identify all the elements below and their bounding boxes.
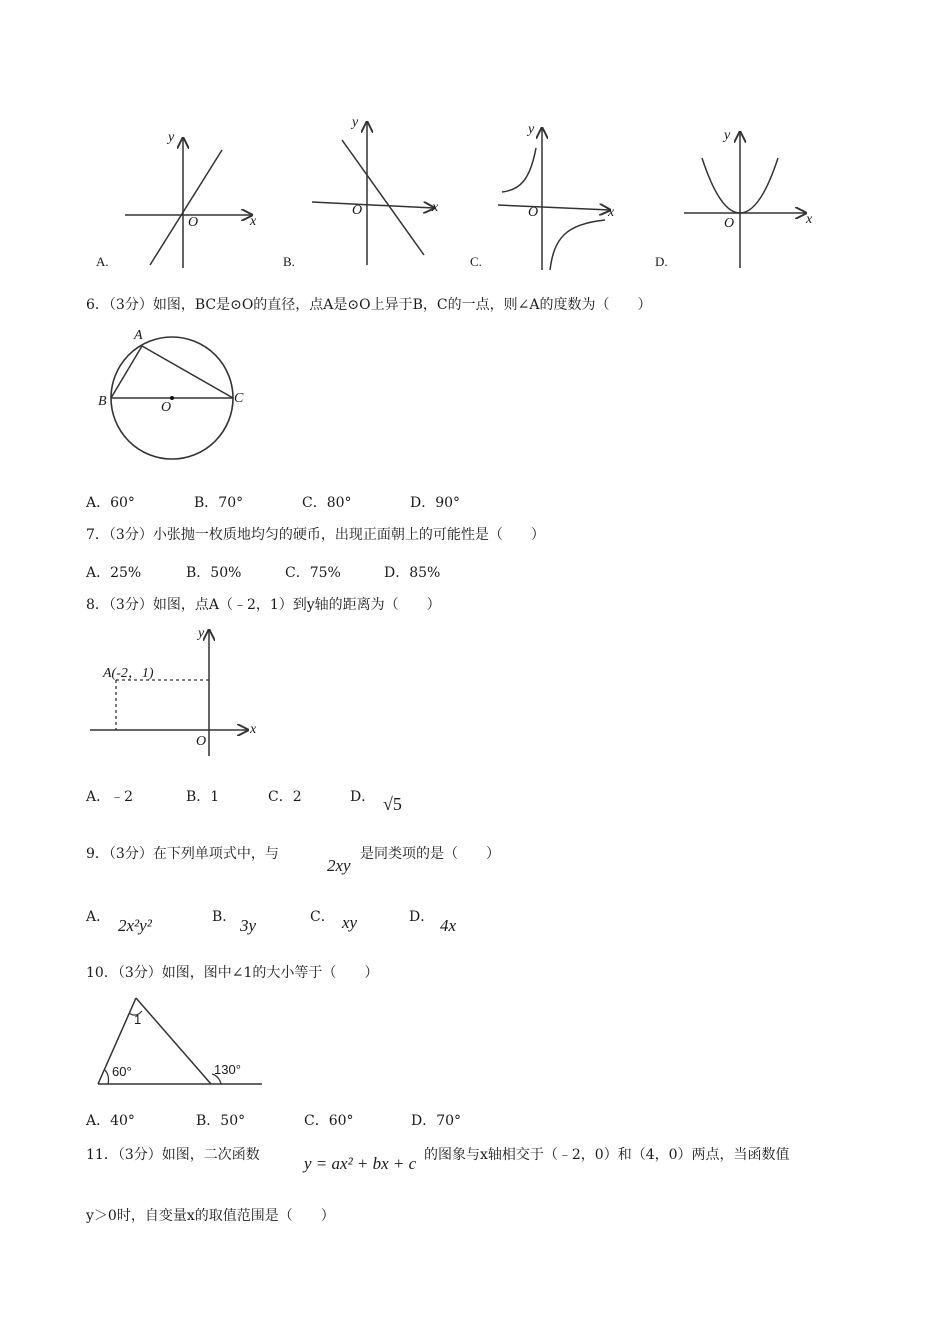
q11-number: 11． xyxy=(86,1147,118,1163)
q8-label-point-a: A(-2，1) xyxy=(103,666,154,681)
q9-option-c-letter[interactable]: C． xyxy=(310,909,335,925)
q9-option-d-math: 4x xyxy=(440,916,457,935)
q10-stem: 如图，图中∠1的大小等于（ ） xyxy=(161,965,379,981)
q9-option-d-letter[interactable]: D． xyxy=(409,909,435,925)
q6-label-a: A xyxy=(134,328,143,343)
q6-label-c: C xyxy=(234,391,244,406)
q9-option-a-math: 2x²y² xyxy=(118,916,152,935)
q9-option-c-math: xy xyxy=(342,913,358,932)
q8-score: （3分） xyxy=(108,597,153,613)
q9-option-a-letter[interactable]: A． xyxy=(86,909,111,925)
graph-d-origin: O xyxy=(724,216,735,231)
q11-stem-before: 如图，二次函数 xyxy=(161,1147,260,1163)
q10-score: （3分） xyxy=(117,965,162,981)
q7-stem: 小张抛一枚质地均匀的硬币，出现正面朝上的可能性是（ ） xyxy=(152,527,545,543)
q8-stem: 如图，点A（﹣2，1）到y轴的距离为（ ） xyxy=(152,597,441,613)
graph-d-letter[interactable]: D. xyxy=(655,254,668,269)
q10-label-130: 130° xyxy=(214,1062,241,1077)
q10-option-c[interactable]: C．60° xyxy=(304,1113,354,1129)
q8-option-d-value: √5 xyxy=(383,794,402,814)
q6-circle-figure xyxy=(95,322,255,467)
graph-b-y-label: y xyxy=(352,115,359,130)
graph-c-x-label: x xyxy=(608,205,615,220)
q7-option-a[interactable]: A．25% xyxy=(86,565,142,581)
graph-c-origin: O xyxy=(528,205,539,220)
q8-option-b[interactable]: B．1 xyxy=(186,789,220,805)
q7-number: 7． xyxy=(86,527,109,543)
q8-option-c[interactable]: C．2 xyxy=(268,789,302,805)
q11-stem-math: y = ax² + bx + c xyxy=(304,1154,417,1173)
q11-stem-line1 xyxy=(86,1146,260,1164)
graph-b-origin: O xyxy=(352,203,363,218)
q10-option-b[interactable]: B．50° xyxy=(196,1113,246,1129)
graph-a-origin: O xyxy=(188,215,199,230)
q9-number: 9． xyxy=(86,846,109,862)
q8-option-a[interactable]: A．﹣2 xyxy=(86,789,134,805)
q7-stem-line xyxy=(86,526,545,544)
q9-stem-before: 在下列单项式中，与 xyxy=(152,846,279,862)
q10-option-a[interactable]: A．40° xyxy=(86,1113,135,1129)
q10-stem-line xyxy=(86,964,378,982)
q8-number: 8． xyxy=(86,597,109,613)
q8-coordinate-figure xyxy=(86,624,266,759)
graph-c xyxy=(498,128,610,270)
q9-stem-math: 2xy xyxy=(327,856,351,875)
q9-option-b-letter[interactable]: B． xyxy=(212,909,237,925)
q8-option-d[interactable]: D． xyxy=(350,789,376,805)
graph-a-y-label: y xyxy=(168,130,175,145)
q6-number: 6． xyxy=(86,297,109,313)
q10-label-60: 60° xyxy=(112,1064,132,1079)
q8-label-o: O xyxy=(196,734,207,749)
q6-stem-line xyxy=(86,296,651,314)
q10-label-angle1: 1 xyxy=(134,1012,142,1027)
graph-a xyxy=(125,138,252,268)
q9-stem-after: 是同类项的是（ ） xyxy=(360,846,500,862)
q7-option-d[interactable]: D．85% xyxy=(384,565,441,581)
graph-a-x-label: x xyxy=(250,214,257,229)
graph-b xyxy=(312,122,434,265)
q6-score: （3分） xyxy=(108,297,153,313)
q11-score: （3分） xyxy=(117,1147,162,1163)
q9-score: （3分） xyxy=(108,846,153,862)
q6-stem: 如图，BC是⊙O的直径，点A是⊙O上异于B，C的一点，则∠A的度数为（ ） xyxy=(152,297,652,313)
q6-option-d[interactable]: D．90° xyxy=(410,495,461,511)
q6-option-c[interactable]: C．80° xyxy=(302,495,352,511)
q10-option-d[interactable]: D．70° xyxy=(411,1113,462,1129)
graph-a-letter[interactable]: A. xyxy=(96,254,109,269)
q7-score: （3分） xyxy=(108,527,153,543)
q6-label-o: O xyxy=(161,400,172,415)
graph-b-x-label: x xyxy=(432,200,439,215)
q8-label-x: x xyxy=(250,722,257,737)
q8-label-y: y xyxy=(198,626,205,641)
q8-stem-line xyxy=(86,596,441,614)
q6-label-b: B xyxy=(98,394,107,409)
q7-option-b[interactable]: B．50% xyxy=(186,565,242,581)
q11-stem-after: 的图象与x轴相交于（﹣2，0）和（4，0）两点，当函数值 xyxy=(424,1147,790,1163)
q6-option-b[interactable]: B．70° xyxy=(194,495,244,511)
q7-option-c[interactable]: C．75% xyxy=(285,565,341,581)
q9-stem-line xyxy=(86,845,279,863)
graph-c-y-label: y xyxy=(528,122,535,137)
q6-option-a[interactable]: A．60° xyxy=(86,495,135,511)
graph-c-letter[interactable]: C. xyxy=(470,254,482,269)
q10-number: 10． xyxy=(86,965,118,981)
q9-option-b-math: 3y xyxy=(240,916,257,935)
graph-d xyxy=(684,132,806,268)
graph-d-y-label: y xyxy=(724,128,731,143)
q11-stem-line2: y＞0时，自变量x的取值范围是（ ） xyxy=(86,1208,335,1224)
graph-b-letter[interactable]: B. xyxy=(283,254,295,269)
graph-d-x-label: x xyxy=(806,212,813,227)
